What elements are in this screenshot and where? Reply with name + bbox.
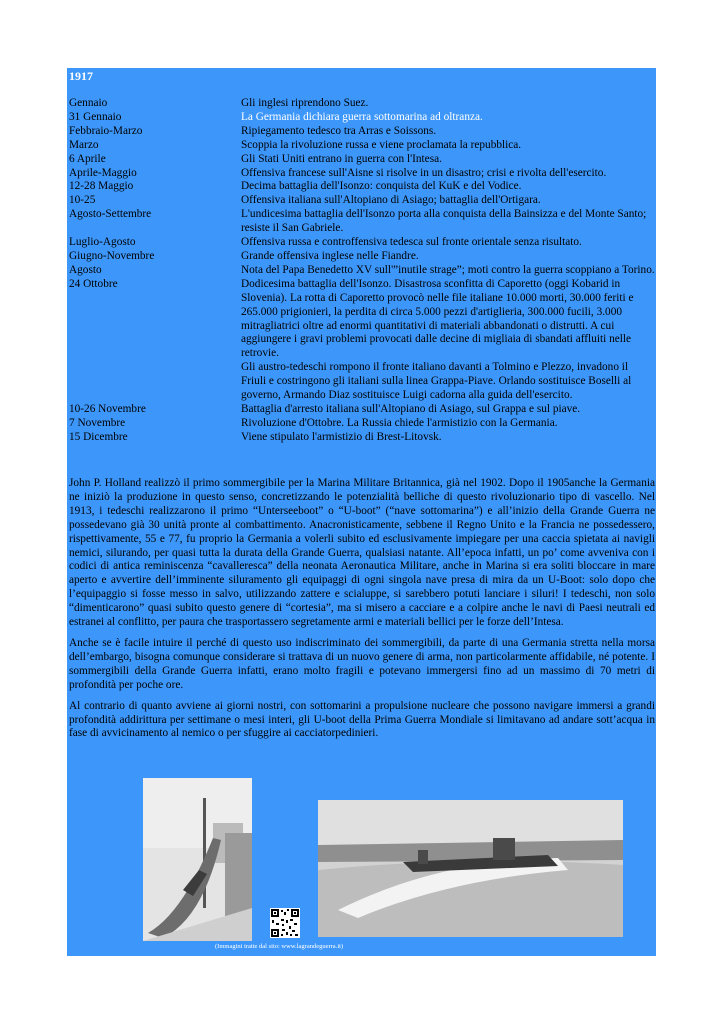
timeline-row	[69, 236, 655, 250]
timeline-row	[69, 125, 655, 139]
timeline-event: Offensiva russa e controffensiva tedesca sul fronte orientale senza risultato.	[241, 236, 582, 249]
timeline-row	[69, 153, 655, 167]
timeline-date: Febbraio-Marzo	[69, 124, 143, 137]
timeline-date: 12-28 Maggio	[69, 180, 134, 193]
timeline-row	[69, 139, 655, 153]
timeline-date: 6 Aprile	[69, 152, 106, 165]
timeline-event: Viene stipulato l'armistizio di Brest-Litovsk.	[241, 430, 442, 443]
timeline-row	[69, 264, 655, 278]
year-heading: 1917	[69, 69, 93, 83]
article-body	[69, 477, 655, 748]
timeline-date: Gennaio	[69, 97, 108, 109]
timeline-event-group	[241, 278, 655, 403]
timeline-date: Aprile-Maggio	[69, 166, 137, 179]
timeline-row	[69, 278, 655, 403]
article-paragraph: John P. Holland realizzò il primo sommergibile per la Marina Militare Britannica, già nel 1902. Dopo il 1905anche la Germania ne iniziò la produzione in questo senso, concretizzando le potenzialità belliche di questo rivoluzionario tipo di vascello. Nel 1913, i tedeschi realizzarono il primo “Unterseeboot” o “U-boot” (“nave sottomarina”) e all’inizio della Grande Guerra ne possedevano già 30 unità pronte al combattimento. Anacronisticamente, sebbene il Regno Unito e la Francia ne possedessero, rispettivamente, 55 e 77, fu proprio la Germania a volerli subito ed esclusivamente impiegare per una caccia spietata ai navigli nemici, silurando, per quasi tutta la durata della Grande Guerra, qualsiasi natante. All’epoca infatti, un po’ come avveniva con i codici di antica reminiscenza “cavalleresca” della neonata Aeronautica Militare, anche in Marina si era soliti bloccare in mare aperto e avvertire dell’imminente siluramento gli equipaggi di ogni singola nave presa di mira da un U-Boot: solo dopo che l’equipaggio si fosse messo in salvo, utilizzando zattere e scialuppe, si sarebbero potuti lanciare i siluri! I tedeschi, non solo “dimenticarono” quasi subito questo genere di “cortesia”, ma si misero a cacciare e a colpire anche le navi di Paesi neutrali ed estranei al conflitto, per paura che trasportassero segretamente armi e materiali bellici per le forze dell’Intesa.	[69, 477, 655, 629]
timeline-row	[69, 403, 655, 417]
article-paragraph: Anche se è facile intuire il perché di questo uso indiscriminato dei sommergibili, da parte di una Germania stretta nella morsa dell’embargo, bisogna comunque considerare si trattava di un nuovo genere di arma, non particolarmente affidabile, né potente. I sommergibili della Grande Guerra infatti, erano molto fragili e potevano immergersi fino ad un massimo di 70 metri di profondità per poche ore.	[69, 636, 655, 691]
timeline-date: 15 Dicembre	[69, 430, 128, 443]
timeline-date: Agosto-Settembre	[69, 208, 152, 221]
timeline-event: Scoppia la rivoluzione russa e viene proclamata la repubblica.	[241, 138, 522, 151]
timeline-event: Battaglia d'arresto italiana sull'Altopiano di Asiago, sul Grappa e sul piave.	[241, 402, 581, 415]
timeline-date: Giugno-Novembre	[69, 249, 155, 262]
timeline-event: Gli inglesi riprendono Suez.	[241, 97, 369, 109]
timeline-event: Rivoluzione d'Ottobre. La Russia chiede l'armistizio con la Germania.	[241, 416, 558, 429]
timeline-event-highlight: La Germania dichiara guerra sottomarina ad oltranza.	[241, 110, 483, 123]
timeline-row	[69, 208, 655, 236]
timeline	[69, 97, 655, 445]
timeline-event: Nota del Papa Benedetto XV sull'”inutile strage”; moti contro la guerra scoppiano a Torino.	[241, 263, 655, 276]
article-paragraph: Al contrario di quanto avviene ai giorni nostri, con sottomarini a propulsione nucleare che possono navigare immersi a grandi profondità addirittura per settimane o mesi interi, gli U-boot della Prima Guerra Mondiale si limitavano ad andare sott’acqua in fase di avvicinamento al nemico o per sfuggire ai cacciatorpedinieri.	[69, 699, 655, 740]
timeline-date: 7 Novembre	[69, 416, 126, 429]
submarine-underway-photo	[318, 800, 623, 937]
timeline-row	[69, 111, 655, 125]
timeline-date: 31 Gennaio	[69, 110, 122, 123]
timeline-date: 10-26 Novembre	[69, 402, 146, 415]
timeline-date: Agosto	[69, 263, 102, 276]
submarine-docked-photo	[143, 778, 252, 941]
timeline-event: Decima battaglia dell'Isonzo: conquista del KuK e del Vodice.	[241, 180, 522, 193]
timeline-date: 10-25	[69, 194, 96, 207]
timeline-event: Offensiva francese sull'Aisne si risolve in un disastro; crisi e rivolta dell'esercito.	[241, 166, 607, 179]
timeline-row	[69, 194, 655, 208]
timeline-row	[69, 431, 655, 445]
timeline-row	[69, 97, 655, 111]
timeline-row	[69, 417, 655, 431]
timeline-row	[69, 180, 655, 194]
timeline-event: Ripiegamento tedesco tra Arras e Soissons.	[241, 124, 437, 137]
timeline-row	[69, 250, 655, 264]
timeline-date: Luglio-Agosto	[69, 236, 136, 249]
timeline-event: Dodicesima battaglia dell'Isonzo. Disastrosa sconfitta di Caporetto (oggi Kobarid in Slovenia). La rotta di Caporetto provocò nelle file italiane 10.000 morti, 30.000 feriti e 265.000 prigionieri, la perdita di circa 5.000 pezzi d'artiglieria, 300.000 fucili, 3.000 mitragliatrici oltre ad enormi quantitativi di materiali abbandonati o distrutti. A cui aggiungere i gravi problemi provocati dalle decine di migliaia di sbandati affluiti nelle retrovie.	[241, 277, 634, 360]
timeline-date: Marzo	[69, 138, 99, 151]
timeline-event: Offensiva italiana sull'Altopiano di Asiago; battaglia dell'Ortigara.	[241, 194, 541, 207]
timeline-event: L'undicesima battaglia dell'Isonzo porta alla conquista della Bainsizza e del Monte Santo; resiste il San Gabriele.	[241, 208, 647, 235]
timeline-event: Gli Stati Uniti entrano in guerra con l'Intesa.	[241, 152, 442, 165]
timeline-row	[69, 167, 655, 181]
qr-code[interactable]	[270, 908, 300, 938]
image-source-caption: (Immagini tratte dal sito: www.lagrandeguerra.it)	[215, 943, 344, 950]
timeline-date: 24 Ottobre	[69, 277, 118, 290]
timeline-event: Gli austro-tedeschi rompono il fronte italiano davanti a Tolmino e Plezzo, invadono il Friuli e costringono gli italiani sulla linea Grappa-Piave. Orlando sostituisce Boselli al governo, Armando Diaz sostituisce Luigi cadorna alla guida dell'esercito.	[241, 361, 632, 402]
timeline-event: Grande offensiva inglese nelle Fiandre.	[241, 249, 419, 262]
